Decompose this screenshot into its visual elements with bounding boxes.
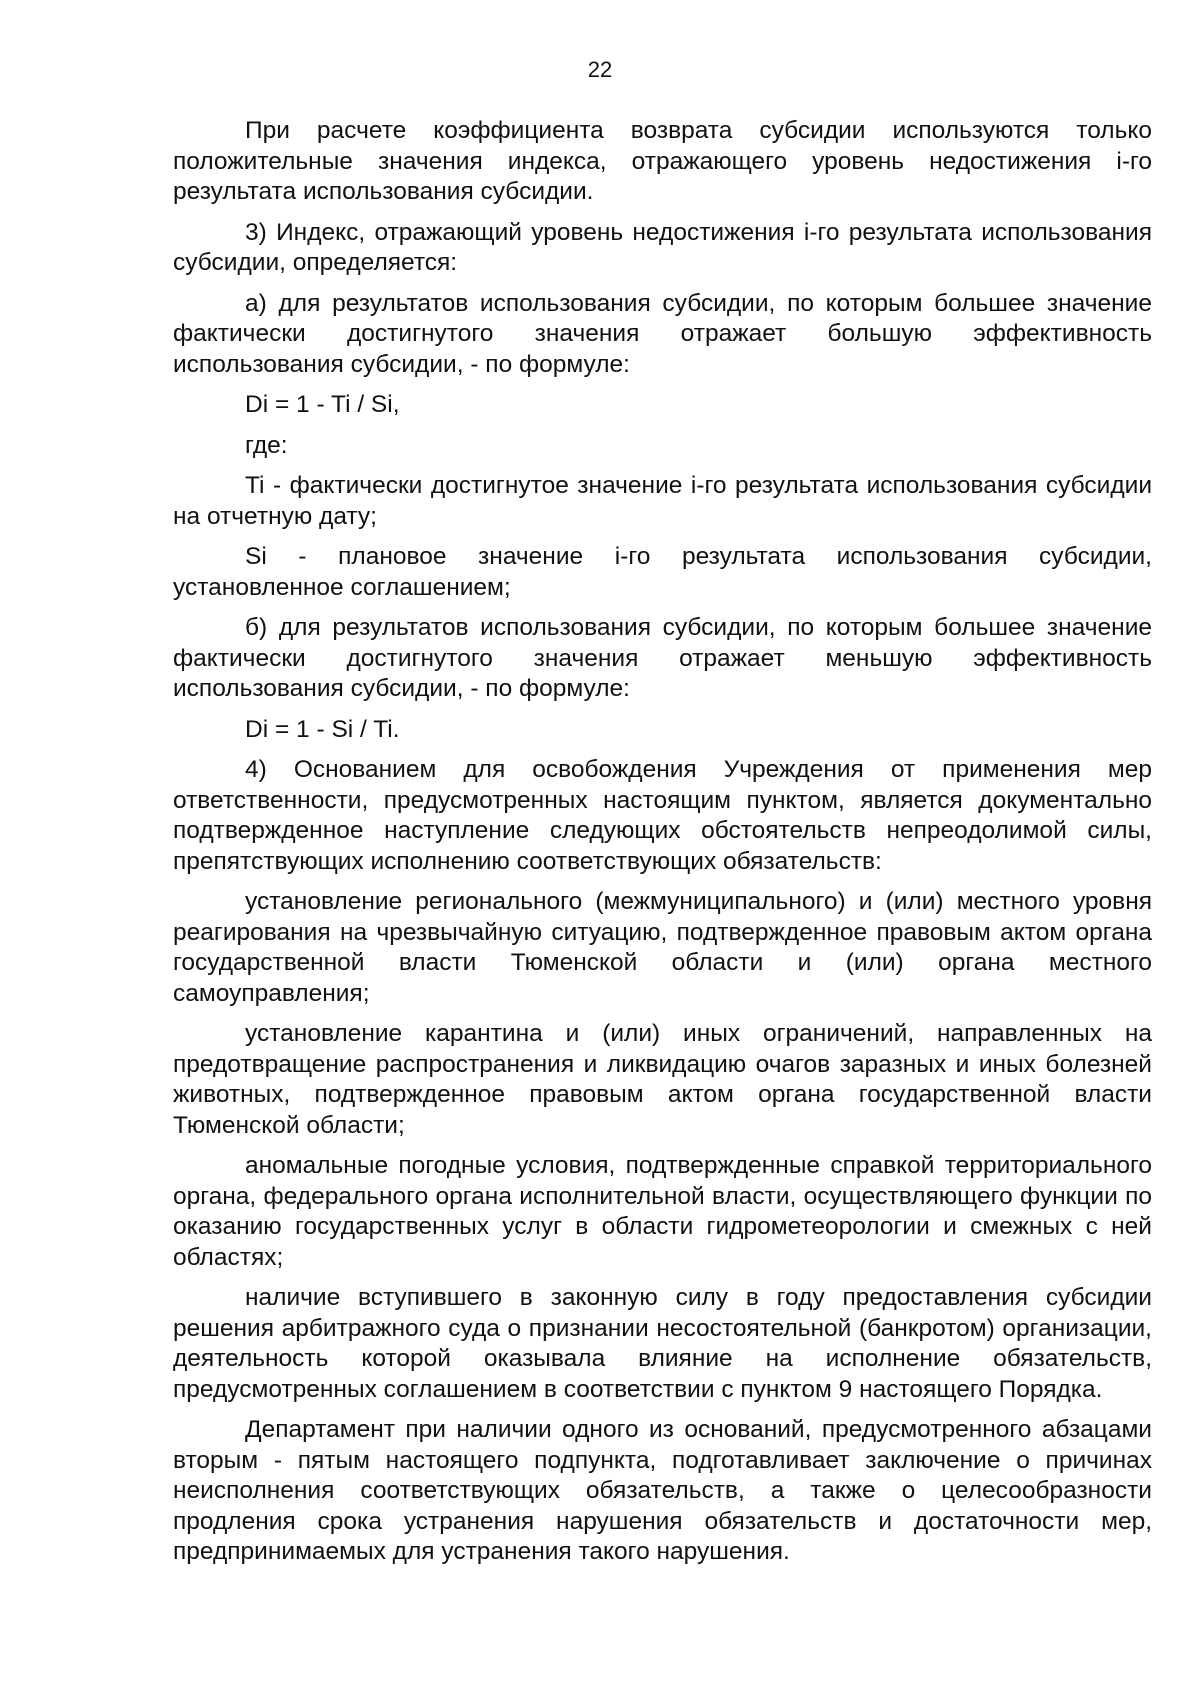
page-number: 22 [587,57,613,82]
paragraph-emergency-response: установление регионального (межмуниципального) и (или) местного уровня реагирования на чрезвычайную ситуацию, подтвержденное правовым актом органа государственной власти Тюменской области и (или) органа местного самоуправления; [173,888,1152,1007]
paragraph-force-majeure-basis: 4) Основанием для освобождения Учреждения от применения мер ответственности, предусмотренных настоящим пунктом, является документально подтвержденное наступление следующих обстоятельств непреодолимой силы, препятствующих исполнению соответствующих обязательств: [173,756,1152,875]
paragraph-department-conclusion: Департамент при наличии одного из оснований, предусмотренного абзацами вторым - пятым настоящего подпункта, подготавливает заключение о причинах неисполнения соответствующих обязательств, а также о целесообразности продления срока устранения нарушения обязательств и достаточности мер, предпринимаемых для устранения такого нарушения. [173,1416,1152,1565]
paragraph-index-definition: 3) Индекс, отражающий уровень недостижения i-го результата использования субсидии, определяется: [173,218,1152,276]
paragraph-weather-conditions: аномальные погодные условия, подтвержденные справкой территориального органа, федерального органа исполнительной власти, осуществляющего функции по оказанию государственных услуг в области гидрометеорологии и смежных с ней областях; [173,1152,1152,1271]
document-body [173,116,1152,1578]
paragraph-bankruptcy: наличие вступившего в законную силу в году предоставления субсидии решения арбитражного суда о признании несостоятельной (банкротом) организации, деятельность которой оказывала влияние на исполнение обязательств, предусмотренных соглашением в соответствии с пунктом 9 настоящего Порядка. [173,1284,1152,1403]
paragraph-positive-values-note: При расчете коэффициента возврата субсидии используются только положительные значения индекса, отражающего уровень недостижения i-го результата использования субсидии. [173,117,1152,205]
definition-si: Si - плановое значение i-го результата использования субсидии, установленное соглашением; [173,543,1152,601]
paragraph-where: где: [245,431,288,459]
paragraph-case-b: б) для результатов использования субсидии, по которым большее значение фактически достигнутого значения отражает меньшую эффективность использования субсидии, - по формуле: [173,614,1152,702]
paragraph-case-a: а) для результатов использования субсидии, по которым большее значение фактически достигнутого значения отражает большую эффективность использования субсидии, - по формуле: [173,289,1152,378]
paragraph-quarantine: установление карантина и (или) иных ограничений, направленных на предотвращение распространения и ликвидацию очагов заразных и иных болезней животных, подтвержденное правовым актом органа государственной власти Тюменской области; [173,1020,1152,1139]
definition-ti: Ti - фактически достигнутое значение i-го результата использования субсидии на отчетную дату; [173,472,1152,530]
formula-b: Di = 1 - Si / Ti. [245,715,400,743]
formula-a: Di = 1 - Ti / Si, [245,391,400,418]
